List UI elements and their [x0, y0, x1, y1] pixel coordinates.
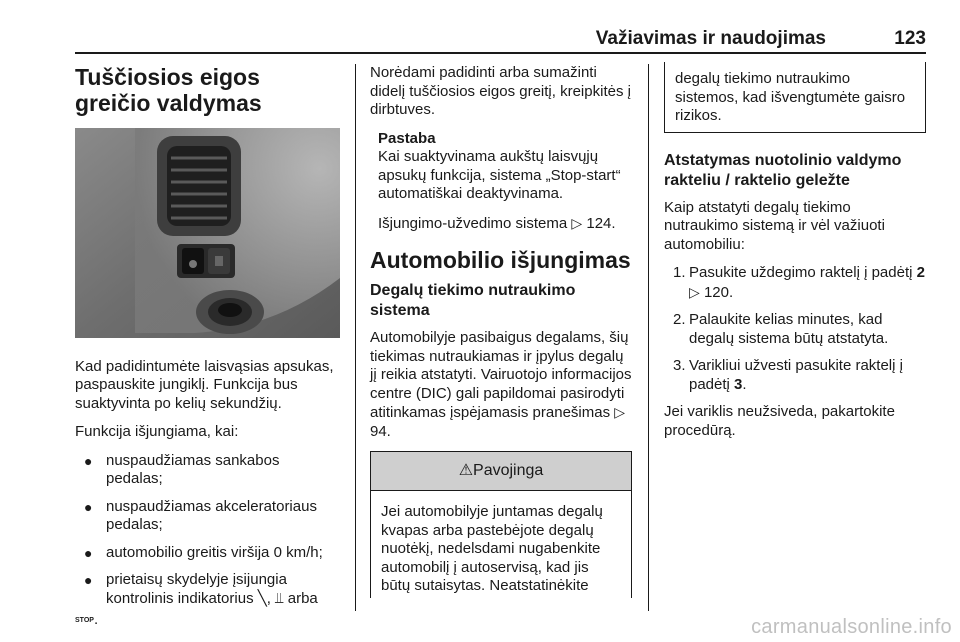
list-item-text: arba: [287, 589, 318, 607]
warning-text: Jei automobilyje juntamas degalų kvapas arba pastebėjote degalų nuotėkį, nedelsdami nugabenkite automobilį į autoservisą, kad jis būtų sutaisytas. Neatstatinėkite: [381, 503, 603, 594]
reference-arrow-icon: ▷: [571, 214, 583, 231]
list-item-text: prietaisų skydelyje įsijungia kontrolinis indikatorius: [106, 571, 287, 607]
stop-indicator-icon: STOP: [75, 617, 94, 624]
step-bold: 3: [734, 375, 743, 393]
step-text: Varikliui užvesti pasukite raktelį į padėtį: [689, 357, 903, 393]
paragraph-text: Automobilyje pasibaigus degalams, šių tiekimas nutraukiamas ir įpylus degalų jį reikia atstatyti. Vairuotojo informacijos centre (DIC) gali papildomai pasirodyti atitinkamas įspėjamasis pranešimas: [370, 329, 632, 421]
list-item-text: automobilio greitis viršija 0 km/h;: [106, 543, 323, 561]
list-item: [664, 264, 926, 302]
watermark: carmanualsonline.info: [751, 616, 952, 638]
warning-text: degalų tiekimo nutraukimo sistemos, kad išvengtumėte gaisro rizikos.: [675, 70, 906, 124]
note-block: [378, 130, 632, 234]
list-item: [75, 452, 340, 489]
paragraph: Funkcija išjungiama, kai:: [75, 423, 239, 440]
paragraph: Jei variklis neužsiveda, pakartokite procedūrą.: [664, 403, 895, 439]
warning-title: Pavojinga: [473, 462, 544, 479]
reference-arrow-icon: ▷: [689, 283, 700, 300]
steps-list: [664, 264, 926, 394]
warning-box: [370, 451, 632, 598]
column-left: [75, 64, 340, 631]
list-item: [75, 544, 340, 563]
column-divider: [355, 64, 356, 611]
step-text: Palaukite kelias minutes, kad degalų sistema būtų atstatyta.: [689, 311, 889, 347]
list-item: [75, 498, 340, 535]
paragraph: Kad padidintumėte laisvąsias apsukas, paspauskite jungiklį. Funkcija bus suaktyvinta po kelių sekundžių.: [75, 357, 334, 412]
control-indicator-icon: ╲: [257, 589, 267, 607]
section-heading: Tuščiosios eigos greičio valdymas: [75, 64, 262, 116]
list-item: [75, 571, 340, 608]
paragraph: Norėdami padidinti arba sumažinti didelį tuščiosios eigos greitį, kreipkitės į dirbtuves.: [370, 64, 631, 118]
bullet: ●: [84, 572, 93, 588]
paragraph: [370, 329, 632, 441]
bullet: ●: [84, 544, 93, 561]
page-header: [75, 28, 926, 50]
warning-icon: ⚠: [458, 462, 474, 479]
stop-line: [75, 611, 340, 631]
step-text: Pasukite uždegimo raktelį į padėtį: [689, 264, 913, 281]
bullet: ●: [84, 452, 93, 469]
list-item-text: nuspaudžiamas sankabos pedalas;: [106, 451, 280, 487]
note-text: Kai suaktyvinama aukštų laisvųjų apsukų funkcija, sistema „Stop-start“ automatiškai deaktyvinama.: [378, 148, 621, 202]
chapter-title: Važiavimas ir naudojimas: [595, 28, 826, 49]
reference-text: Išjungimo-užvedimo sistema: [378, 214, 568, 232]
idle-switch-photo: [75, 128, 340, 338]
note-title: Pastaba: [378, 129, 436, 147]
list-item: [664, 311, 926, 348]
step-bold: 2: [916, 264, 925, 281]
period: .: [742, 375, 747, 393]
period: .: [93, 611, 99, 628]
engine-idle-icon: ⫫: [275, 589, 284, 607]
subsection-heading: Degalų tiekimo nutraukimo sistema: [370, 282, 576, 319]
conditions-list: [75, 452, 340, 609]
reference-page: 120.: [703, 283, 734, 301]
bullet: ●: [84, 498, 93, 515]
separator: ,: [266, 589, 271, 607]
column-middle: [370, 64, 632, 598]
step-number: 1.: [673, 264, 686, 281]
column-right: [664, 64, 926, 450]
paragraph: Kaip atstatyti degalų tiekimo nutraukimo sistemą ir vėl važiuoti automobiliu:: [664, 198, 885, 253]
header-rule: [75, 52, 926, 54]
step-number: 3.: [673, 357, 686, 374]
reference-line: [378, 214, 632, 234]
warning-header: [371, 452, 631, 491]
section-heading: Automobilio išjungimas: [370, 247, 631, 273]
reference-page: 124.: [586, 214, 616, 232]
list-item: [664, 357, 926, 394]
warning-box-continued: [664, 62, 926, 133]
column-divider: [648, 64, 649, 611]
list-item-text: nuspaudžiamas akceleratoriaus pedalas;: [106, 497, 317, 533]
subsection-heading: Atstatymas nuotolinio valdymo rakteliu / raktelio geležte: [664, 151, 902, 189]
reference-page: 94.: [370, 422, 391, 440]
page-number: 123: [894, 28, 926, 49]
step-number: 2.: [673, 311, 686, 328]
reference-arrow-icon: ▷: [614, 404, 626, 420]
